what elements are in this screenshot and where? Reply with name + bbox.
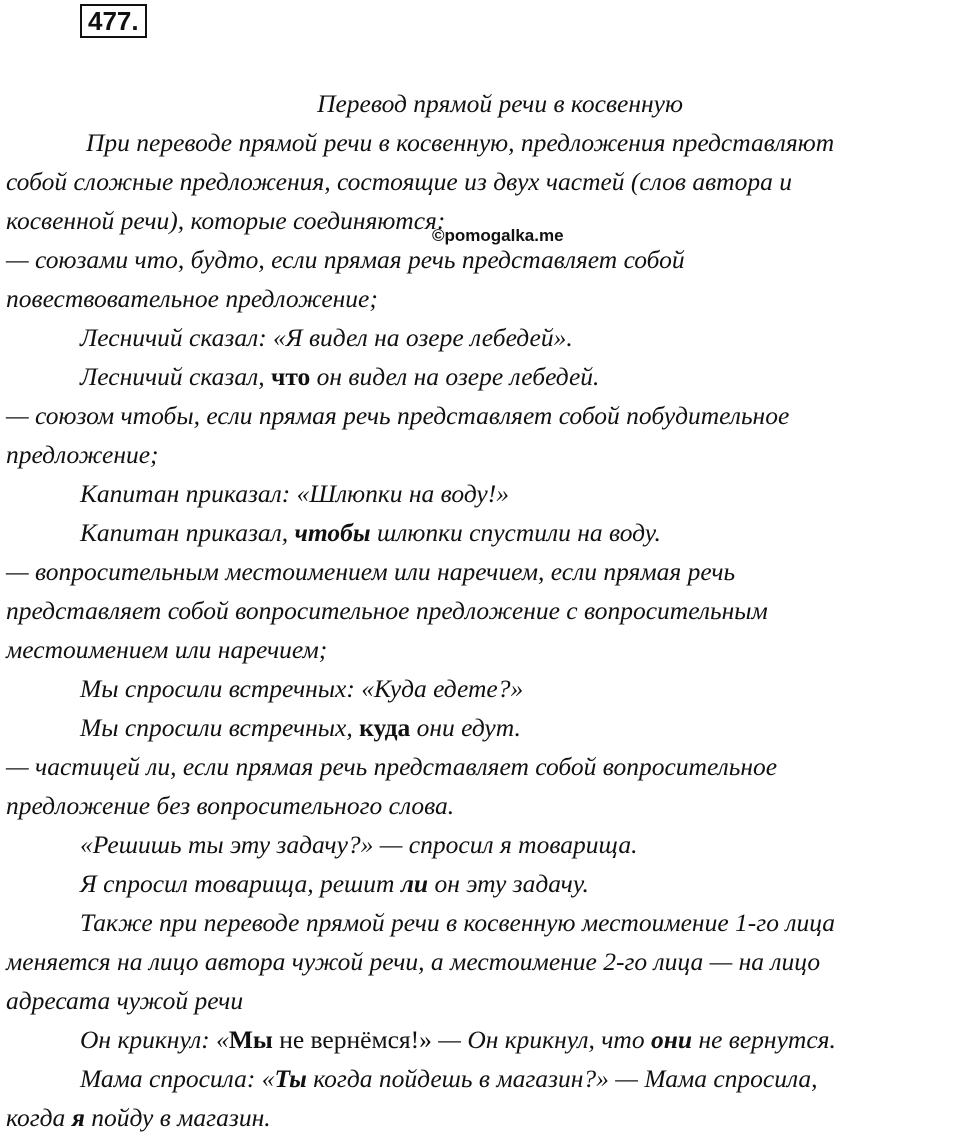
example-indirect: [6, 513, 954, 552]
example-indirect: [6, 864, 954, 903]
conjunction-highlight: что: [270, 362, 311, 391]
pronoun-example: [6, 1059, 954, 1098]
example-text: он видел на озере лебедей.: [310, 362, 600, 391]
example-text: Капитан приказал,: [80, 518, 295, 547]
pronoun-highlight: Ты: [274, 1064, 307, 1093]
watermark: ©pomogalka.me: [432, 226, 564, 245]
rule-line: — союзом чтобы, если прямая речь представляет собой побудительное: [6, 401, 790, 430]
rule-line: предложение;: [6, 440, 159, 469]
example-text: Я спросил товарища, решит: [80, 869, 401, 898]
example-indirect: [6, 357, 954, 396]
example-text: не вернутся.: [692, 1025, 836, 1054]
example-direct: Капитан приказал: «Шлюпки на воду!»: [80, 479, 509, 508]
rule-line: — вопросительным местоимением или наречием, если прямая речь: [6, 557, 736, 586]
example-text: Лесничий сказал,: [80, 362, 271, 391]
rule-line: — союзами что, будто, если прямая речь представляет собой: [6, 245, 685, 274]
example-text: Мама спросила: «: [80, 1064, 275, 1093]
example-text: он эту задачу.: [428, 869, 589, 898]
rule-line: представляет собой вопросительное предложение с вопросительным: [6, 596, 768, 625]
task-number: 477.: [80, 4, 147, 38]
example-indirect: [6, 708, 954, 747]
example-text: Мы спросили встречных,: [80, 713, 360, 742]
example-direct: «Решишь ты эту задачу?» — спросил я товарища.: [80, 830, 638, 859]
pronoun-example: [6, 1098, 954, 1137]
intro-line: собой сложные предложения, состоящие из двух частей (слов автора и: [6, 167, 792, 196]
rule-line: местоимением или наречием;: [6, 635, 328, 664]
example-text: шлюпки спустили на воду.: [370, 518, 661, 547]
example-text: Он крикнул: «: [80, 1025, 229, 1054]
pronoun-highlight: я: [71, 1103, 85, 1132]
conjunction-highlight: куда: [359, 713, 411, 742]
pronoun-rule-line: Также при переводе прямой речи в косвенную местоимение 1-го лица: [80, 908, 836, 937]
pronoun-highlight: Мы: [228, 1025, 273, 1054]
pronoun-rule-line: меняется на лицо автора чужой речи, а местоимение 2-го лица — на лицо: [6, 947, 821, 976]
rule-line: — частицей ли, если прямая речь представляет собой вопросительное: [6, 752, 778, 781]
example-text: они едут.: [410, 713, 521, 742]
particle-highlight: ли: [400, 869, 429, 898]
pronoun-highlight: они: [650, 1025, 693, 1054]
intro-line: При переводе прямой речи в косвенную, предложения представляют: [86, 128, 835, 157]
intro-line: косвенной речи), которые соединяются:: [6, 206, 446, 235]
example-text: не вернёмся!»: [272, 1025, 432, 1054]
example-direct: Мы спросили встречных: «Куда едете?»: [80, 674, 524, 703]
pronoun-rule-line: адресата чужой речи: [6, 986, 244, 1015]
example-text: пойду в магазин.: [84, 1103, 271, 1132]
example-text: когда: [6, 1103, 72, 1132]
example-text: когда пойдешь в магазин?» — Мама спросила,: [306, 1064, 818, 1093]
document-body: [6, 84, 954, 1137]
section-title: Перевод прямой речи в косвенную: [317, 89, 683, 118]
example-direct: Лесничий сказал: «Я видел на озере лебедей».: [80, 323, 573, 352]
example-text: — Он крикнул, что: [431, 1025, 651, 1054]
rule-line: повествовательное предложение;: [6, 284, 378, 313]
rule-line: предложение без вопросительного слова.: [6, 791, 455, 820]
conjunction-highlight: чтобы: [294, 518, 371, 547]
pronoun-example: [6, 1020, 954, 1059]
